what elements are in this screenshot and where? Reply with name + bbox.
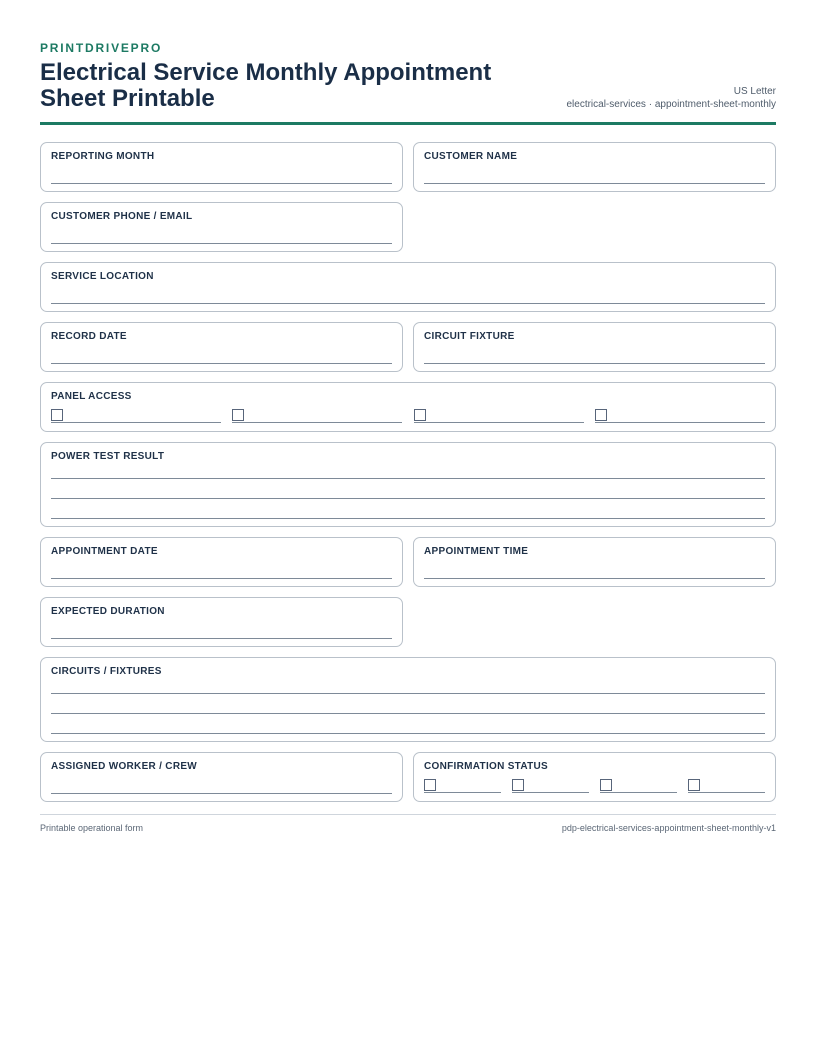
power-test-result-label: POWER TEST RESULT (51, 451, 165, 462)
confirmation-status-option-2[interactable] (512, 779, 589, 793)
option-line (600, 792, 677, 793)
panel-access-label: PANEL ACCESS (51, 391, 132, 402)
appointment-date-input-line[interactable] (51, 578, 392, 579)
customer-name-input-line[interactable] (424, 183, 765, 184)
footer-note: Printable operational form (40, 823, 144, 833)
circuit-fixture-field (413, 322, 776, 372)
paper-size: US Letter (733, 86, 776, 97)
confirmation-status-field (413, 752, 776, 802)
customer-contact-input-line[interactable] (51, 243, 392, 244)
service-location-field (40, 262, 776, 312)
option-line (232, 422, 402, 423)
option-line (688, 792, 765, 793)
brand-name: PRINTDRIVEPRO (40, 41, 163, 55)
appointment-time-field (413, 537, 776, 587)
service-location-input-line[interactable] (51, 303, 765, 304)
form-code: pdp-electrical-services-appointment-sheet-monthly-v1 (561, 823, 776, 833)
record-date-label: RECORD DATE (51, 331, 127, 342)
circuits-fixtures-field (40, 657, 776, 742)
expected-duration-field (40, 597, 403, 647)
option-line (414, 422, 584, 423)
customer-name-label: CUSTOMER NAME (424, 151, 518, 162)
confirmation-status-option-3[interactable] (600, 779, 677, 793)
appointment-time-input-line[interactable] (424, 578, 765, 579)
record-date-field (40, 322, 403, 372)
expected-duration-label: EXPECTED DURATION (51, 606, 165, 617)
checkbox[interactable] (512, 779, 524, 791)
confirmation-status-label: CONFIRMATION STATUS (424, 761, 549, 772)
page-title: Electrical Service Monthly Appointment Sheet Printable (40, 59, 492, 112)
assigned-worker-input-line[interactable] (51, 793, 392, 794)
assigned-worker-label: ASSIGNED WORKER / CREW (51, 761, 198, 772)
panel-access-option-2[interactable] (232, 409, 402, 423)
circuits-fixtures-line-2[interactable] (51, 713, 765, 714)
document-meta (566, 85, 776, 111)
checkbox[interactable] (424, 779, 436, 791)
service-location-label: SERVICE LOCATION (51, 271, 154, 282)
circuits-fixtures-label: CIRCUITS / FIXTURES (51, 666, 162, 677)
customer-contact-field (40, 202, 403, 252)
document-slug: electrical-services · appointment-sheet-monthly (566, 99, 776, 110)
panel-access-option-3[interactable] (414, 409, 584, 423)
appointment-date-field (40, 537, 403, 587)
circuits-fixtures-line-3[interactable] (51, 733, 765, 734)
checkbox[interactable] (688, 779, 700, 791)
footer-divider (40, 814, 776, 815)
expected-duration-input-line[interactable] (51, 638, 392, 639)
power-test-result-line-1[interactable] (51, 478, 765, 479)
appointment-time-label: APPOINTMENT TIME (424, 546, 529, 557)
assigned-worker-field (40, 752, 403, 802)
reporting-month-field (40, 142, 403, 192)
confirmation-status-option-4[interactable] (688, 779, 765, 793)
power-test-result-line-2[interactable] (51, 498, 765, 499)
checkbox[interactable] (595, 409, 607, 421)
power-test-result-line-3[interactable] (51, 518, 765, 519)
confirmation-status-option-1[interactable] (424, 779, 501, 793)
circuit-fixture-label: CIRCUIT FIXTURE (424, 331, 515, 342)
panel-access-option-4[interactable] (595, 409, 765, 423)
checkbox[interactable] (414, 409, 426, 421)
reporting-month-input-line[interactable] (51, 183, 392, 184)
header-divider (40, 122, 776, 125)
panel-access-option-1[interactable] (51, 409, 221, 423)
checkbox[interactable] (51, 409, 63, 421)
appointment-date-label: APPOINTMENT DATE (51, 546, 158, 557)
circuit-fixture-input-line[interactable] (424, 363, 765, 364)
record-date-input-line[interactable] (51, 363, 392, 364)
option-line (51, 422, 221, 423)
checkbox[interactable] (232, 409, 244, 421)
power-test-result-field (40, 442, 776, 527)
customer-name-field (413, 142, 776, 192)
customer-contact-label: CUSTOMER PHONE / EMAIL (51, 211, 193, 222)
option-line (424, 792, 501, 793)
reporting-month-label: REPORTING MONTH (51, 151, 155, 162)
option-line (595, 422, 765, 423)
circuits-fixtures-line-1[interactable] (51, 693, 765, 694)
panel-access-field (40, 382, 776, 432)
option-line (512, 792, 589, 793)
checkbox[interactable] (600, 779, 612, 791)
